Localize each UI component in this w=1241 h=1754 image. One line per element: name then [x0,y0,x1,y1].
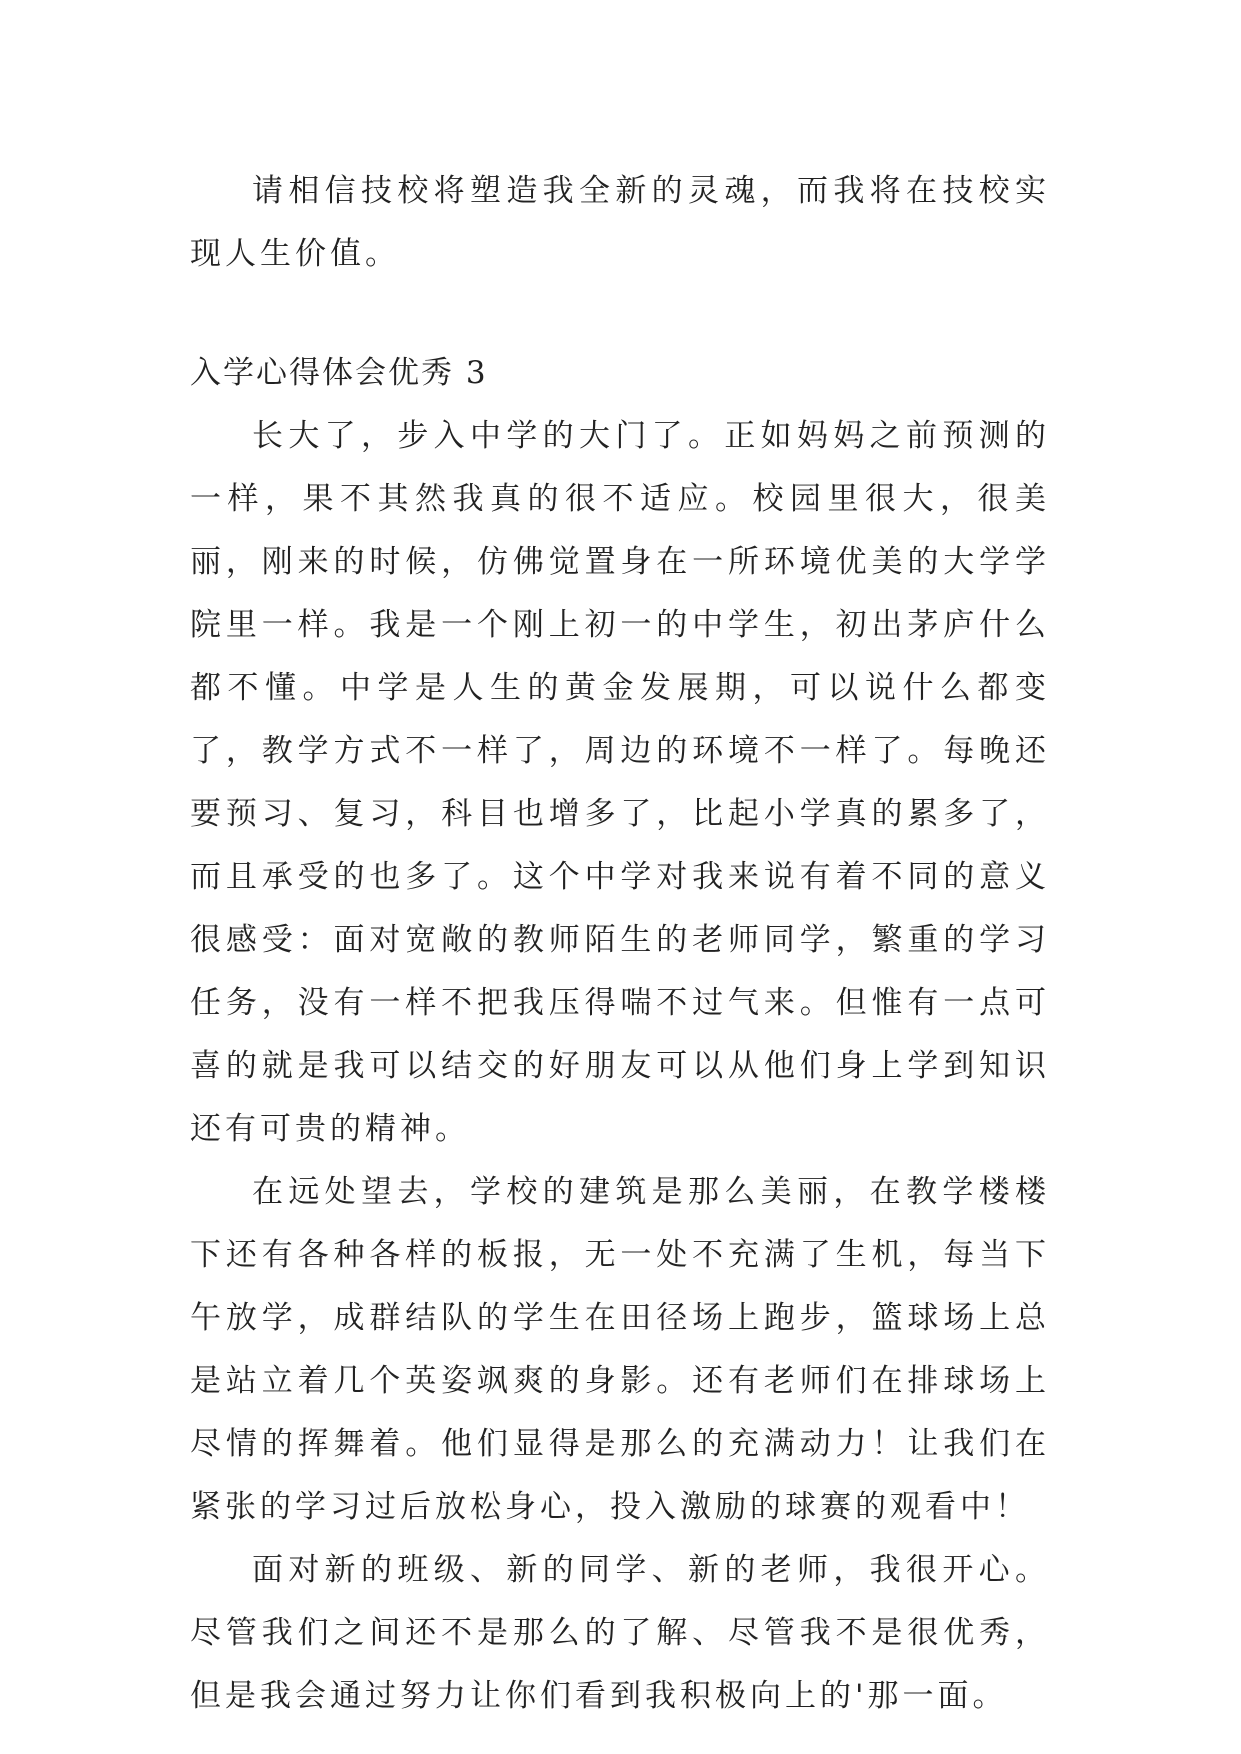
body-paragraph: 长大了，步入中学的大门了。正如妈妈之前预测的一样，果不其然我真的很不适应。校园里很大，很美丽，刚来的时候，仿佛觉置身在一所环境优美的大学学院里一样。我是一个刚上初一的中学生，初出茅庐什么都不懂。中学是人生的黄金发展期，可以说什么都变了，教学方式不一样了，周边的环境不一样了。每晚还要预习、复习，科目也增多了，比起小学真的累多了，而且承受的也多了。这个中学对我来说有着不同的意义很感受：面对宽敞的教师陌生的老师同学，繁重的学习任务，没有一样不把我压得喘不过气来。但惟有一点可喜的就是我可以结交的好朋友可以从他们身上学到知识还有可贵的精神。 [190,418,1050,1147]
body-paragraph: 在远处望去，学校的建筑是那么美丽，在教学楼楼下还有各种各样的板报，无一处不充满了生机，每当下午放学，成群结队的学生在田径场上跑步，篮球场上总是站立着几个英姿飒爽的身影。还有老师们在排球场上尽情的挥舞着。他们显得是那么的充满动力！让我们在紧张的学习过后放松身心，投入激励的球赛的观看中！ [190,1174,1050,1525]
body-paragraph: 面对新的班级、新的同学、新的老师，我很开心。尽管我们之间还不是那么的了解、尽管我不是很优秀，但是我会通过努力让你们看到我积极向上的'那一面。 [190,1552,1050,1714]
intro-paragraph: 请相信技校将塑造我全新的灵魂，而我将在技校实现人生价值。 [190,173,1050,272]
document-body [190,160,1050,1728]
section-title: 入学心得体会优秀 3 [190,355,488,391]
